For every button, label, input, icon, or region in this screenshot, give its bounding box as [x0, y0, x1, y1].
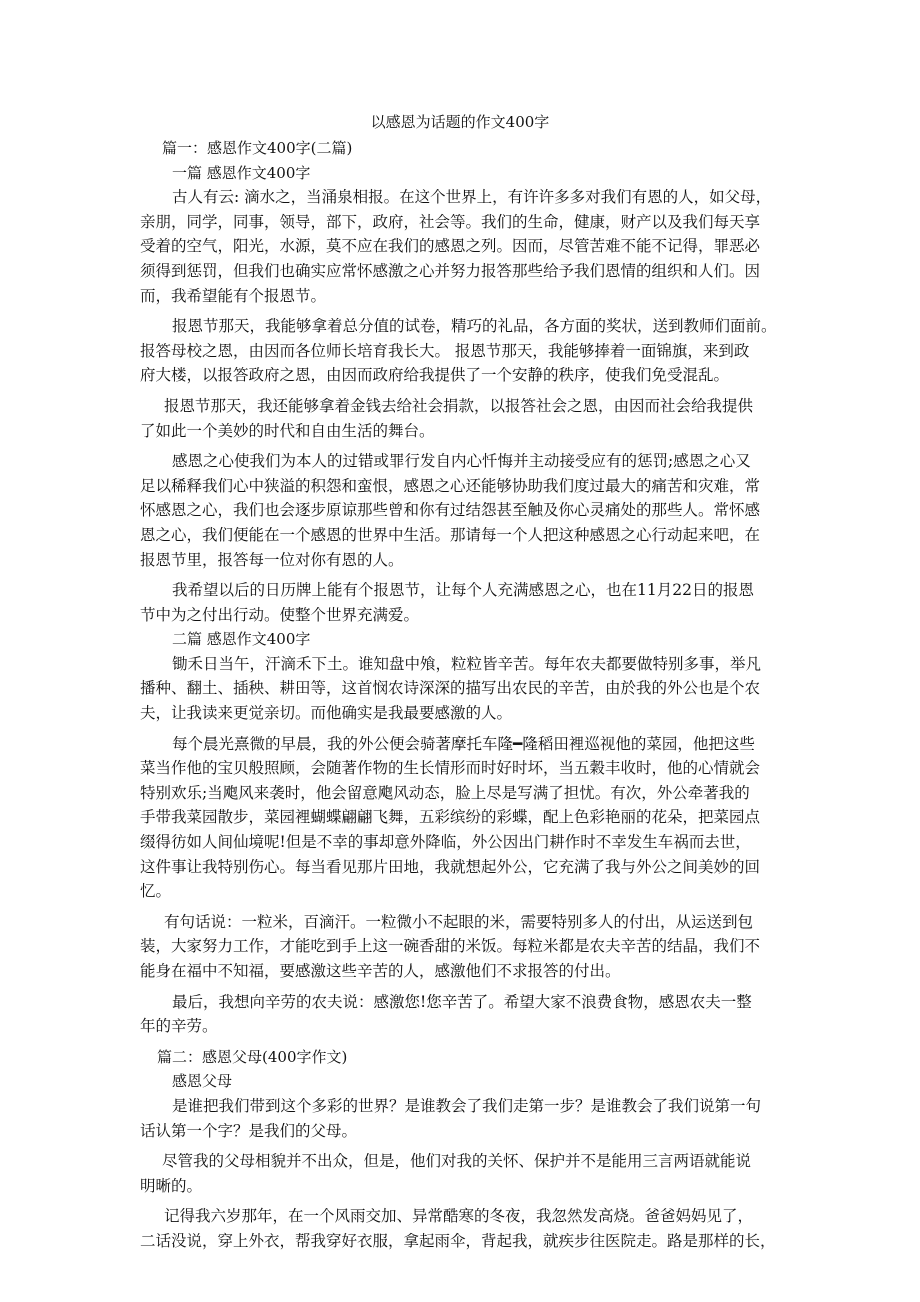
paragraph-8	[0, 910, 920, 984]
document-title: 以感恩为话题的作文400字	[370, 113, 550, 131]
paragraph-line: 话认第一个字？是我们的父母。	[140, 1121, 358, 1140]
paragraph-line: 播种、翻土、插秧、耕田等，这首悯农诗深深的描写出农民的辛苦，由於我的外公也是个农	[140, 679, 761, 698]
paragraph-line: 年的辛劳。	[140, 1017, 218, 1036]
paragraph-12	[0, 1204, 920, 1253]
paragraph-line: 手带我菜园散步，菜园裡蝴蝶翩翩飞舞，五彩缤纷的彩蝶，配上色彩艳丽的花朵，把菜园点	[140, 808, 761, 827]
paragraph-line: 装，大家努力工作，才能吃到手上这一碗香甜的米饭。每粒米都是农夫辛苦的结晶，我们不	[140, 937, 761, 956]
paragraph-line: 菜当作他的宝贝般照顾，会随著作物的生长情形而时好时坏，当五穀丰收时，他的心情就会	[140, 759, 761, 778]
paragraph-line: 是谁把我们带到这个多彩的世界？是谁教会了我们走第一步？是谁教会了我们说第一句	[172, 1096, 762, 1115]
paragraph-line: 最后，我想向辛劳的农夫说：感激您!您辛苦了。希望大家不浪费食物，感恩农夫一整	[172, 992, 752, 1011]
paragraph-line: 尽管我的父母相貌并不出众，但是，他们对我的关怀、保护并不是能用三言两语就能说	[162, 1152, 752, 1171]
paragraph-line: 怀感恩之心，我们也会逐步原谅那些曾和你有过结怨甚至触及你心灵痛处的那些人。常怀感	[140, 501, 761, 520]
document-body	[0, 110, 920, 1254]
part1-heading: 篇一：感恩作文400字(二篇)	[162, 139, 353, 157]
paragraph-line: 受着的空气，阳光，水源，莫不应在我们的感恩之列。因而，尽管苦难不能不记得，罪恶必	[140, 237, 761, 256]
paragraph-line: 足以稀释我们心中狭溢的积怨和蛮恨，感恩之心还能够协助我们度过最大的痛苦和灾难，常	[140, 476, 761, 495]
paragraph-line: 夫，让我读来更觉亲切。而他确实是我最要感激的人。	[140, 704, 513, 723]
paragraph-line: 恩之心，我们便能在一个感恩的世界中生活。那请每一个人把这种感恩之心行动起来吧，在	[140, 525, 761, 544]
paragraph-2	[0, 314, 920, 388]
paragraph-line: 报恩节那天，我能够拿着总分值的试卷，精巧的礼品，各方面的奖状，送到教师们面前。	[172, 317, 777, 336]
paragraph-line: 亲朋，同学，同事，领导，部下，政府，社会等。我们的生命，健康，财产以及我们每天享	[140, 212, 761, 231]
paragraph-line: 每个晨光熹微的早晨，我的外公便会骑著摩托车隆━隆稻田裡巡视他的菜园，他把这些	[172, 734, 755, 753]
paragraph-1	[0, 185, 920, 308]
paragraph-line: 而，我希望能有个报恩节。	[140, 286, 327, 305]
paragraph-3	[0, 394, 920, 443]
part1-sub2-heading: 二篇 感恩作文400字	[172, 630, 311, 649]
paragraph-9	[0, 990, 920, 1039]
paragraph-line: 须得到惩罚，但我们也确实应常怀感激之心并努力报答那些给予我们恩情的组织和人们。因	[140, 261, 761, 280]
paragraph-line: 这件事让我特别伤心。每当看见那片田地，我就想起外公，它充满了我与外公之间美妙的回	[140, 857, 761, 876]
paragraph-line: 古人有云: 滴水之，当涌泉相报。在这个世界上，有许许多多对我们有恩的人，如父母，	[172, 188, 772, 207]
paragraph-line: 府大楼，以报答政府之恩，由因而政府给我提供了一个安静的秩序，使我们免受混乱。	[140, 366, 730, 385]
paragraph-line: 记得我六岁那年，在一个风雨交加、异常酷寒的冬夜，我忽然发高烧。爸爸妈妈见了，	[164, 1207, 754, 1226]
part2-heading: 篇二：感恩父母(400字作文)	[157, 1047, 348, 1066]
paragraph-line: 报恩节那天，我还能够拿着金钱去给社会捐款，以报答社会之恩，由因而社会给我提供	[164, 396, 754, 415]
paragraph-5	[0, 578, 920, 627]
paragraph-6	[0, 652, 920, 726]
paragraph-line: 了如此一个美妙的时代和自由生活的舞台。	[140, 421, 435, 440]
paragraph-line: 报答母校之恩，由因而各位师长培育我长大。 报恩节那天，我能够捧着一面锦旗，来到政	[140, 341, 750, 360]
paragraph-line: 报恩节里，报答每一位对你有恩的人。	[140, 550, 404, 569]
paragraph-4	[0, 449, 920, 572]
paragraph-11	[0, 1149, 920, 1198]
paragraph-7	[0, 732, 920, 904]
part1-sub1-heading: 一篇 感恩作文400字	[172, 163, 311, 182]
paragraph-line: 特别欢乐;当飑风来袭时，他会留意飑风动态，脸上尽是写满了担忧。有次，外公牵著我的	[140, 783, 750, 802]
paragraph-line: 锄禾日当午，汗滴禾下土。谁知盘中飧，粒粒皆辛苦。每年农夫都要做特别多事，举凡	[172, 654, 762, 673]
paragraph-line: 明晰的。	[140, 1176, 203, 1195]
paragraph-10	[0, 1094, 920, 1143]
paragraph-line: 有句话说：一粒米，百滴汗。一粒微小不起眼的米，需要特别多人的付出，从运送到包	[164, 912, 754, 931]
paragraph-line: 二话没说，穿上外衣，帮我穿好衣服，拿起雨伞，背起我，就疾步往医院走。路是那样的长，	[140, 1231, 776, 1250]
paragraph-line: 缀得彷如人间仙境呢!但是不幸的事却意外降临，外公因出门耕作时不幸发生车祸而去世，	[140, 833, 751, 852]
part2-sub-heading: 感恩父母	[172, 1072, 233, 1091]
paragraph-line: 能身在福中不知福，要感激这些辛苦的人，感激他们不求报答的付出。	[140, 962, 621, 980]
paragraph-line: 感恩之心使我们为本人的过错或罪行发自内心忏悔并主动接受应有的惩罚;感恩之心又	[172, 452, 751, 471]
paragraph-line: 节中为之付出行动。使整个世界充满爱。	[140, 605, 420, 624]
paragraph-line: 我希望以后的日历牌上能有个报恩节，让每个人充满感恩之心，也在11月22日的报恩	[172, 581, 754, 600]
paragraph-line: 忆。	[140, 882, 172, 901]
